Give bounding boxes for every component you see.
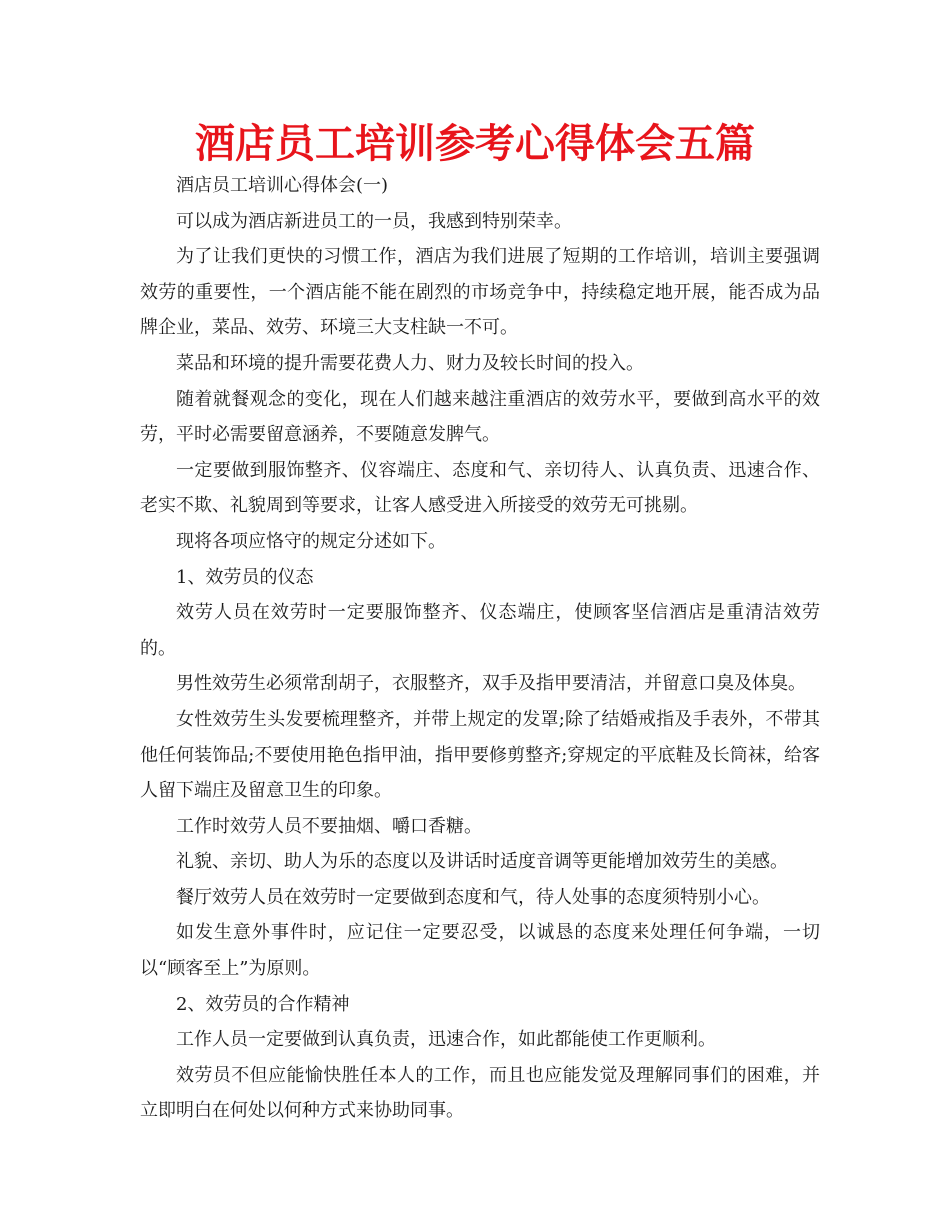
paragraph: 为了让我们更快的习惯工作，酒店为我们进展了短期的工作培训，培训主要强调效劳的重要性，一个酒店能不能在剧烈的市场竞争中，持续稳定地开展，能否成为品牌企业，菜品、效劳、环境三大支柱缺一不可。 (140, 246, 820, 339)
paragraph: 菜品和环境的提升需要花费人力、财力及较长时间的投入。 (176, 352, 644, 374)
paragraph: 现将各项应恪守的规定分述如下。 (176, 530, 446, 552)
paragraph: 餐厅效劳人员在效劳时一定要做到态度和气，待人处事的态度须特别小心。 (176, 886, 770, 908)
paragraph: 礼貌、亲切、助人为乐的态度以及讲话时适度音调等更能增加效劳生的美感。 (176, 851, 788, 873)
paragraph: 女性效劳生头发要梳理整齐，并带上规定的发罩;除了结婚戒指及手表外，不带其他任何装饰品;不要使用艳色指甲油，指甲要修剪整齐;穿规定的平底鞋及长筒袜，给客人留下端庄及留意卫生的印象。 (140, 708, 820, 802)
paragraph: 一定要做到服饰整齐、仪容端庄、态度和气、亲切待人、认真负责、迅速合作、老实不欺、礼貌周到等要求，让客人感受进入所接受的效劳无可挑剔。 (140, 459, 820, 517)
paragraph: 随着就餐观念的变化，现在人们越来越注重酒店的效劳水平，要做到高水平的效劳，平时必需要留意涵养，不要随意发脾气。 (140, 388, 820, 446)
paragraph: 酒店员工培训心得体会(一) (176, 175, 389, 196)
paragraph: 工作人员一定要做到认真负责，迅速合作，如此都能使工作更顺利。 (176, 1029, 716, 1051)
paragraph: 如发生意外事件时，应记住一定要忍受，以诚恳的态度来处理任何争端，一切以“顾客至上”为原则。 (140, 922, 820, 980)
paragraph: 效劳员不但应能愉快胜任本人的工作，而且也应能发觉及理解同事们的困难，并立即明白在何处以何种方式来协助同事。 (140, 1064, 820, 1122)
paragraph: 效劳人员在效劳时一定要服饰整齐、仪态端庄，使顾客坚信酒店是重清洁效劳的。 (140, 602, 820, 659)
document-body (140, 168, 820, 1129)
paragraph: 工作时效劳人员不要抽烟、嚼口香糖。 (176, 815, 482, 837)
section-heading: 1、效劳员的仪态 (176, 566, 314, 588)
document-title: 酒店员工培训参考心得体会五篇 (195, 120, 755, 167)
paragraph: 可以成为酒店新进员工的一员，我感到特别荣幸。 (176, 210, 572, 232)
section-heading: 2、效劳员的合作精神 (176, 993, 350, 1015)
paragraph: 男性效劳生必须常刮胡子，衣服整齐，双手及指甲要清洁，并留意口臭及体臭。 (176, 673, 806, 695)
